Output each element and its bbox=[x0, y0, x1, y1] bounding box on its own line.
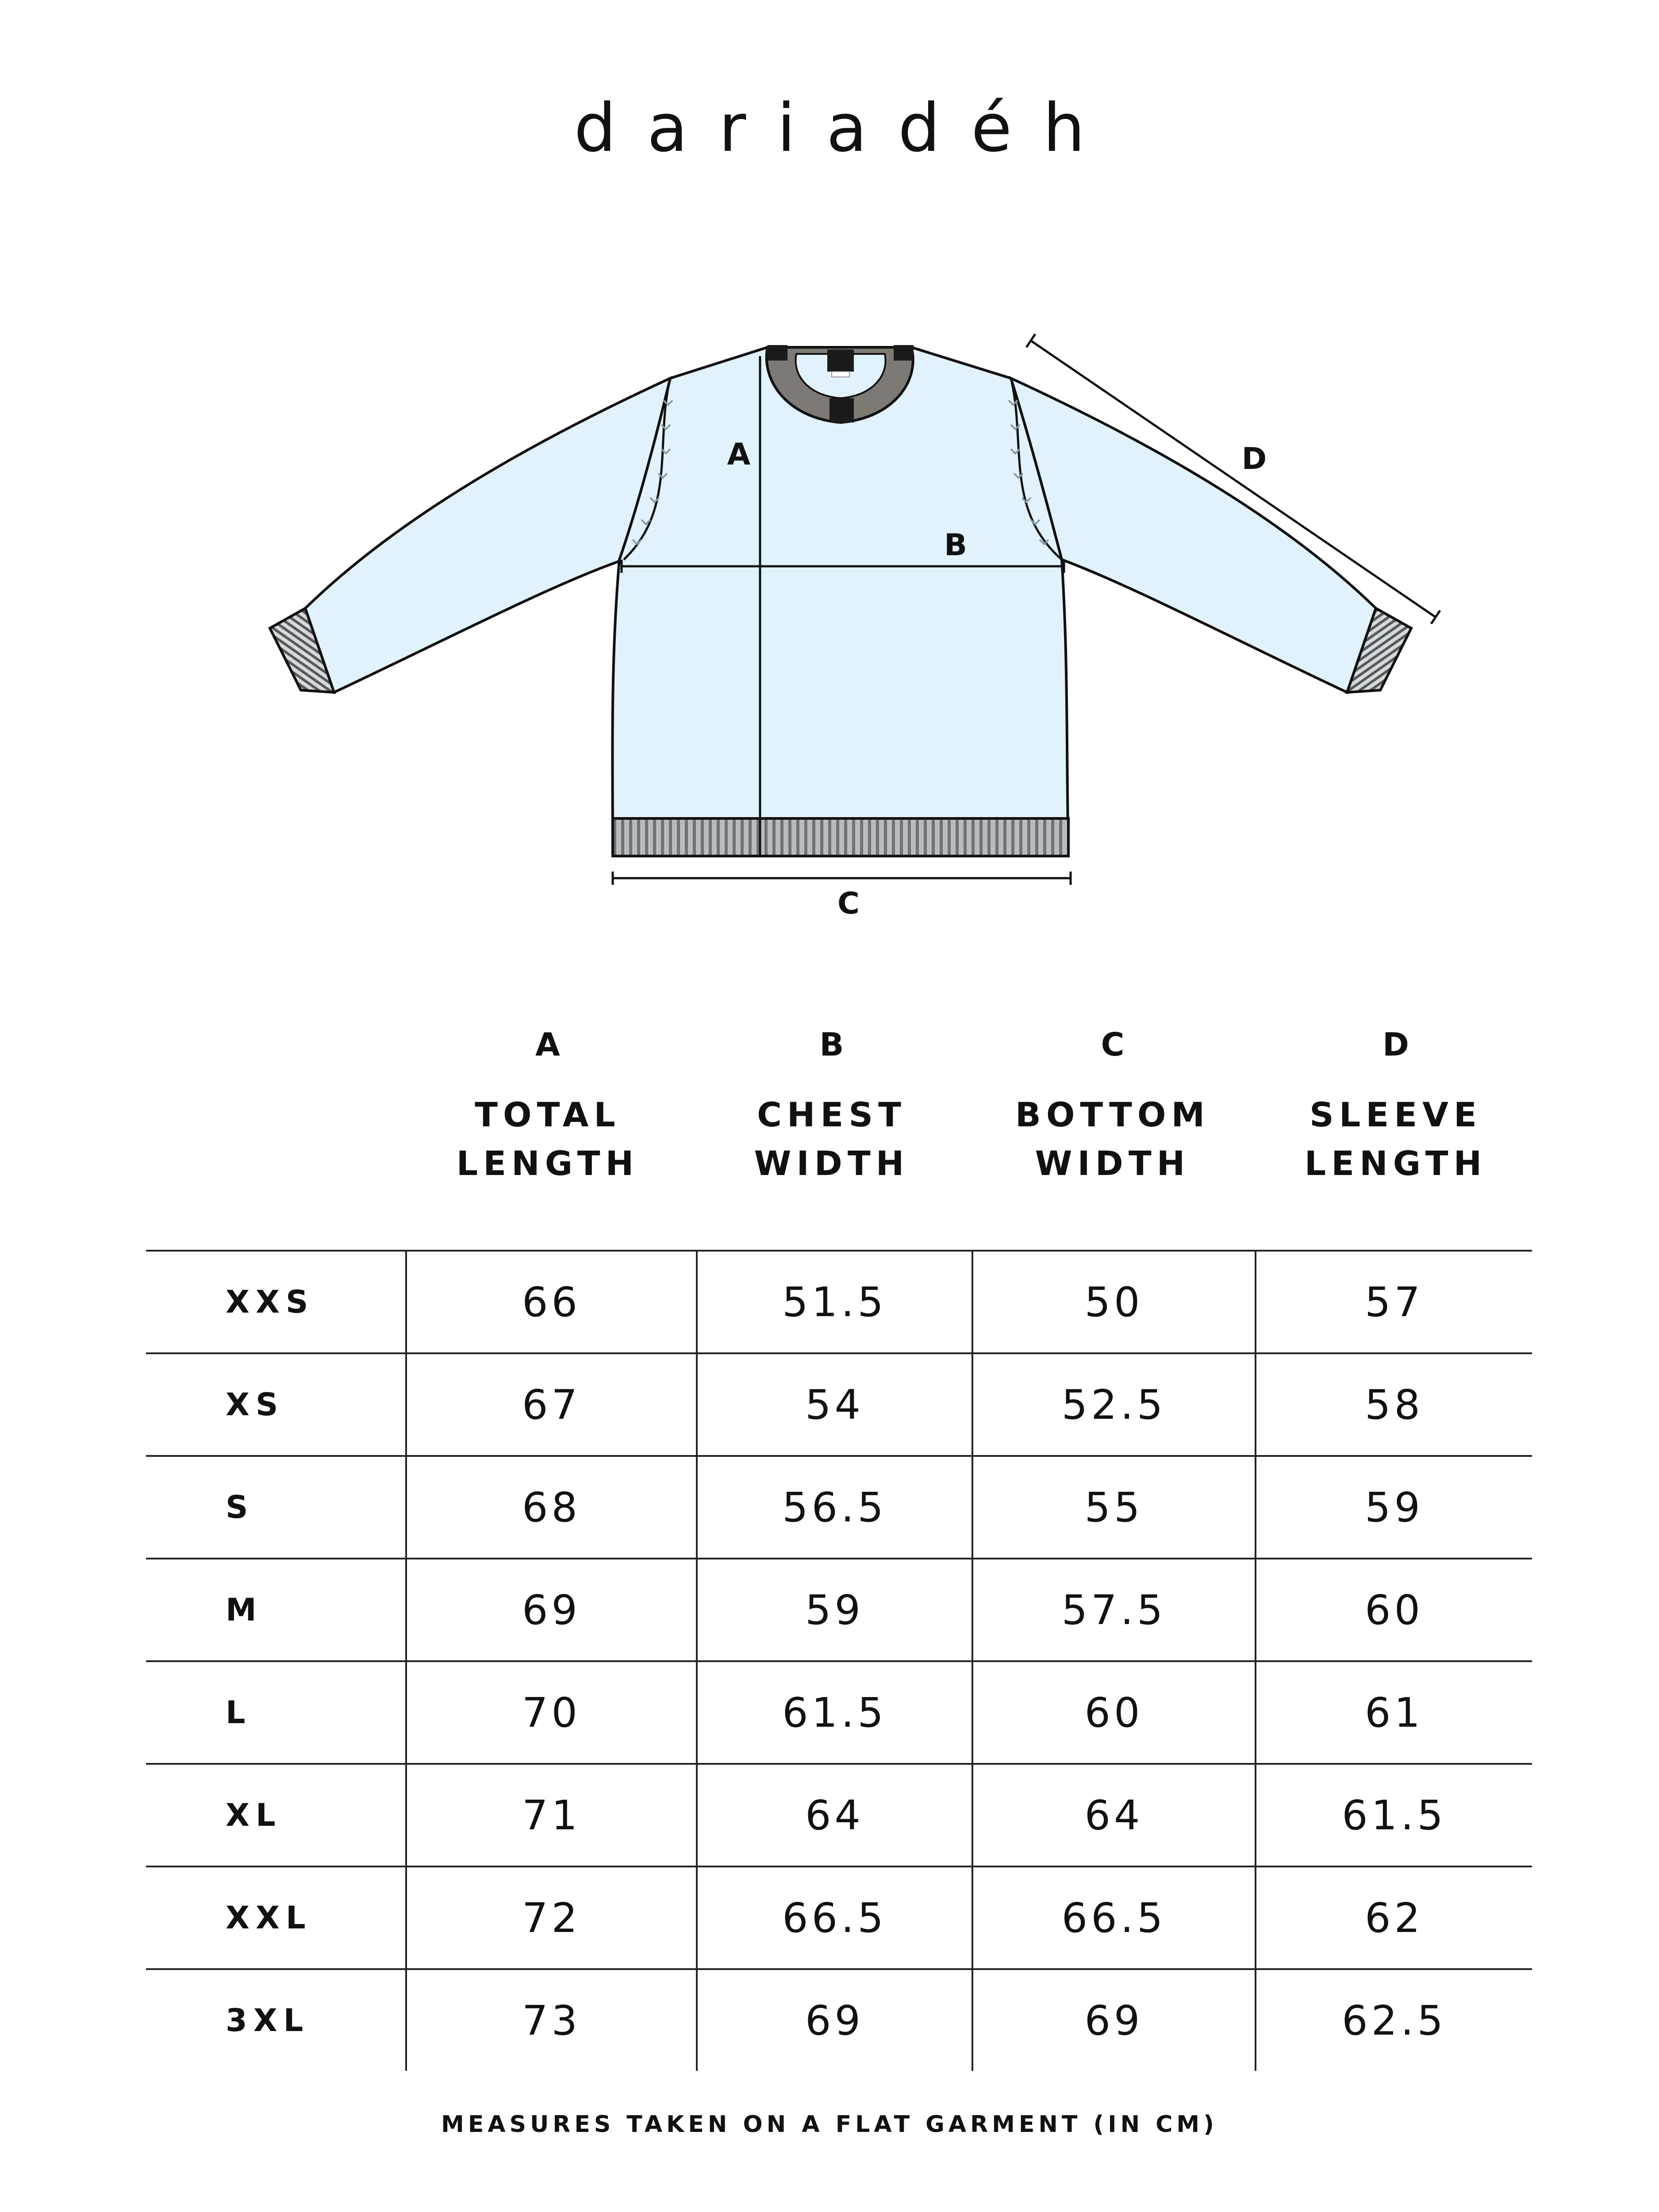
value-cell-b: 61.5 bbox=[697, 1661, 972, 1764]
table-row bbox=[146, 1764, 1532, 1866]
table-row bbox=[146, 1969, 1532, 2071]
value-cell-c: 66.5 bbox=[972, 1866, 1256, 1969]
value-cell-d: 57 bbox=[1256, 1251, 1532, 1353]
column-letter: B bbox=[819, 1026, 844, 1063]
value-cell-c: 50 bbox=[972, 1251, 1256, 1353]
column-title-line: WIDTH bbox=[1035, 1144, 1190, 1183]
column-title-line: SLEEVE bbox=[1310, 1095, 1482, 1134]
size-cell: XXL bbox=[146, 1866, 406, 1969]
sweater-diagram bbox=[0, 0, 1659, 1018]
size-cell: L bbox=[146, 1661, 406, 1764]
table-row bbox=[146, 1866, 1532, 1969]
value-cell-c: 55 bbox=[972, 1456, 1256, 1559]
size-cell: M bbox=[146, 1559, 406, 1661]
value-cell-a: 71 bbox=[406, 1764, 697, 1866]
table-row bbox=[146, 1559, 1532, 1661]
brand-logo: dariadéh bbox=[574, 90, 1116, 167]
dim-a-label: A bbox=[727, 437, 751, 472]
table-row bbox=[146, 1251, 1532, 1353]
size-cell: XXS bbox=[146, 1251, 406, 1353]
value-cell-d: 59 bbox=[1256, 1456, 1532, 1559]
value-cell-d: 62.5 bbox=[1256, 1969, 1532, 2071]
size-cell: XL bbox=[146, 1764, 406, 1866]
column-title-line: TOTAL bbox=[475, 1095, 621, 1134]
footnote: MEASURES TAKEN ON A FLAT GARMENT (IN CM) bbox=[441, 2111, 1218, 2138]
value-cell-a: 72 bbox=[406, 1866, 697, 1969]
value-cell-c: 60 bbox=[972, 1661, 1256, 1764]
table-row bbox=[146, 1456, 1532, 1559]
value-cell-d: 61 bbox=[1256, 1661, 1532, 1764]
value-cell-d: 62 bbox=[1256, 1866, 1532, 1969]
dim-d-tick-t bbox=[1026, 334, 1035, 347]
table-row bbox=[146, 1353, 1532, 1456]
value-cell-a: 66 bbox=[406, 1251, 697, 1353]
hem-rib bbox=[613, 818, 1068, 856]
column-title-line: CHEST bbox=[757, 1095, 906, 1134]
size-cell: XS bbox=[146, 1353, 406, 1456]
neck-label bbox=[832, 372, 849, 377]
column-letter: D bbox=[1382, 1026, 1409, 1063]
collar-block-front bbox=[827, 349, 854, 372]
collar-block-right bbox=[894, 345, 914, 361]
size-chart-table bbox=[146, 1250, 1532, 2071]
value-cell-d: 61.5 bbox=[1256, 1764, 1532, 1866]
column-title-line: BOTTOM bbox=[1015, 1095, 1210, 1134]
value-cell-b: 69 bbox=[697, 1969, 972, 2071]
value-cell-b: 56.5 bbox=[697, 1456, 972, 1559]
collar-block-bottom bbox=[830, 398, 854, 422]
value-cell-b: 66.5 bbox=[697, 1866, 972, 1969]
value-cell-a: 73 bbox=[406, 1969, 697, 2071]
value-cell-c: 69 bbox=[972, 1969, 1256, 2071]
value-cell-a: 69 bbox=[406, 1559, 697, 1661]
column-letter: A bbox=[535, 1026, 560, 1063]
collar-block-left bbox=[768, 345, 787, 361]
value-cell-c: 52.5 bbox=[972, 1353, 1256, 1456]
dim-b-label: B bbox=[944, 528, 967, 563]
column-letter: C bbox=[1101, 1026, 1125, 1063]
column-title-line: LENGTH bbox=[456, 1144, 639, 1183]
value-cell-a: 70 bbox=[406, 1661, 697, 1764]
column-title-line: LENGTH bbox=[1304, 1144, 1487, 1183]
column-title-c bbox=[971, 1091, 1254, 1188]
column-title-line: WIDTH bbox=[754, 1144, 910, 1183]
table-row bbox=[146, 1661, 1532, 1764]
value-cell-d: 58 bbox=[1256, 1353, 1532, 1456]
size-cell: 3XL bbox=[146, 1969, 406, 2071]
column-title-d bbox=[1254, 1091, 1537, 1188]
value-cell-d: 60 bbox=[1256, 1559, 1532, 1661]
value-cell-c: 64 bbox=[972, 1764, 1256, 1866]
value-cell-c: 57.5 bbox=[972, 1559, 1256, 1661]
column-title-b bbox=[690, 1091, 973, 1188]
value-cell-b: 51.5 bbox=[697, 1251, 972, 1353]
value-cell-b: 64 bbox=[697, 1764, 972, 1866]
size-cell: S bbox=[146, 1456, 406, 1559]
value-cell-b: 59 bbox=[697, 1559, 972, 1661]
dim-d-tick-b bbox=[1431, 611, 1440, 624]
value-cell-a: 67 bbox=[406, 1353, 697, 1456]
value-cell-a: 68 bbox=[406, 1456, 697, 1559]
value-cell-b: 54 bbox=[697, 1353, 972, 1456]
dim-d-label: D bbox=[1241, 442, 1267, 476]
column-title-a bbox=[406, 1091, 689, 1188]
dim-c-label: C bbox=[837, 886, 860, 921]
